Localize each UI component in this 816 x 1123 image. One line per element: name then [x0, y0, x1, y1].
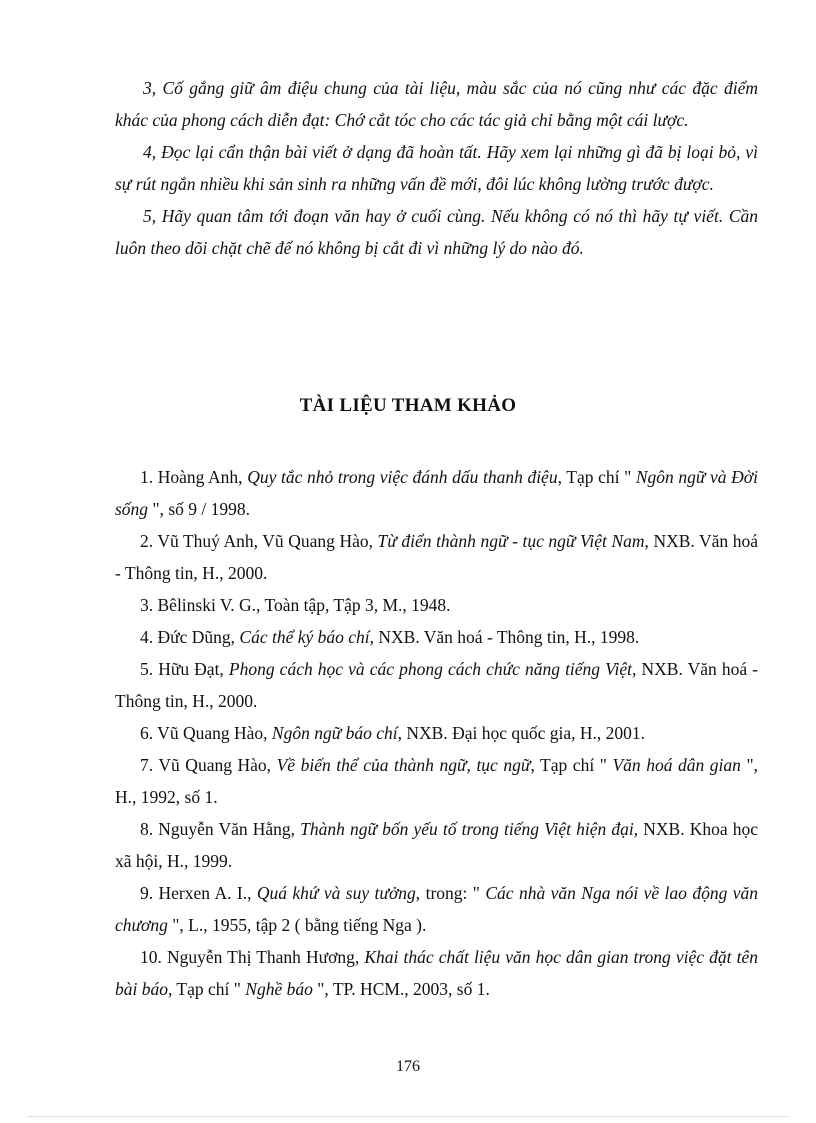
ref-text: 10. Nguyễn Thị Thanh Hương, — [140, 947, 365, 967]
paragraph: 4, Đọc lại cẩn thận bài viết ở dạng đã hoàn tất. Hãy xem lại những gì đã bị loại bỏ, vì sự rút ngắn nhiều khi sản sinh ra những vấn đề mới, đôi lúc không lường trước được. — [115, 142, 758, 194]
ref-text: 7. Vũ Quang Hào, — [140, 755, 277, 775]
ref-journal: Ngôn ngữ và Đời sống — [115, 467, 759, 519]
ref-text: , NXB. Văn hoá - Thông tin, H., 1998. — [369, 627, 640, 647]
ref-text: , NXB. Văn hoá - Thông tin, H., 2000. — [115, 531, 759, 583]
ref-text: , Tạp chí " — [557, 467, 636, 487]
paragraph: 3, Cố gắng giữ âm điệu chung của tài liệu, màu sắc của nó cũng như các đặc điểm khác của phong cách diễn đạt: Chớ cắt tóc cho các tác giả chỉ bằng một cái lược. — [115, 78, 758, 130]
paragraph: 5, Hãy quan tâm tới đoạn văn hay ở cuối cùng. Nếu không có nó thì hãy tự viết. Cần luôn theo dõi chặt chẽ để nó không bị cắt đi vì những lý do nào đó. — [115, 206, 758, 258]
ref-title: Ngôn ngữ báo chí — [271, 723, 398, 743]
ref-journal: Văn hoá dân gian — [612, 755, 741, 775]
ref-text: 1. Hoàng Anh, — [140, 467, 248, 487]
reference-item — [115, 653, 758, 717]
ref-text: , NXB. Đại học quốc gia, H., 2001. — [397, 723, 646, 743]
ref-text: , NXB. Khoa học xã hội, H., 1999. — [115, 819, 759, 871]
ref-journal: Các nhà văn Nga nói về lao động văn chương — [115, 883, 758, 935]
reference-item — [115, 717, 758, 749]
ref-text: , NXB. Văn hoá - Thông tin, H., 2000. — [115, 659, 758, 711]
reference-item — [115, 525, 758, 589]
page-number: 176 — [396, 1058, 420, 1075]
ref-title: Phong cách học và các phong cách chức năng tiếng Việt — [228, 659, 633, 679]
ref-text: , Tạp chí " — [530, 755, 613, 775]
body-text — [115, 72, 758, 264]
ref-text: ", TP. HCM., 2003, số 1. — [312, 979, 490, 999]
references-heading: TÀI LIỆU THAM KHẢO — [299, 395, 517, 416]
ref-title: Các thể ký báo chí — [239, 627, 370, 647]
ref-text: ", H., 1992, số 1. — [115, 755, 758, 807]
ref-text: , Tạp chí " — [168, 979, 246, 999]
reference-item — [115, 589, 758, 621]
ref-text: 5. Hữu Đạt, — [140, 659, 229, 679]
ref-text: ", số 9 / 1998. — [148, 499, 251, 519]
reference-item — [115, 813, 758, 877]
ref-text: 8. Nguyễn Văn Hằng, — [140, 819, 301, 839]
references-list — [115, 461, 758, 1005]
ref-journal: Nghề báo — [245, 979, 313, 999]
ref-text: 9. Herxen A. I., — [140, 883, 257, 903]
ref-text: 2. Vũ Thuý Anh, Vũ Quang Hào, — [140, 531, 378, 551]
ref-text: 3. Bêlinski V. G., Toàn tập, Tập 3, M., 1948. — [140, 595, 451, 615]
ref-title: Thành ngữ bốn yếu tố trong tiếng Việt hiện đại — [300, 819, 634, 839]
ref-title: Khai thác chất liệu văn học dân gian trong việc đặt tên bài báo — [115, 947, 758, 999]
page-bottom-divider — [28, 1116, 788, 1117]
ref-title: Quá khứ và suy tưởng — [256, 883, 416, 903]
reference-item — [115, 461, 758, 525]
reference-item — [115, 941, 758, 1005]
ref-text: 6. Vũ Quang Hào, — [140, 723, 272, 743]
ref-title: Từ điển thành ngữ - tục ngữ Việt Nam — [377, 531, 645, 551]
ref-text: ", L., 1955, tập 2 ( bằng tiếng Nga ). — [167, 915, 427, 935]
reference-item — [115, 749, 758, 813]
ref-title: Về biến thể của thành ngữ, tục ngữ — [276, 755, 531, 775]
ref-text: 4. Đức Dũng, — [140, 627, 240, 647]
ref-text: , trong: " — [415, 883, 486, 903]
reference-item — [115, 621, 758, 653]
reference-item — [115, 877, 758, 941]
ref-title: Quy tắc nhỏ trong việc đánh dấu thanh điệu — [247, 467, 558, 487]
